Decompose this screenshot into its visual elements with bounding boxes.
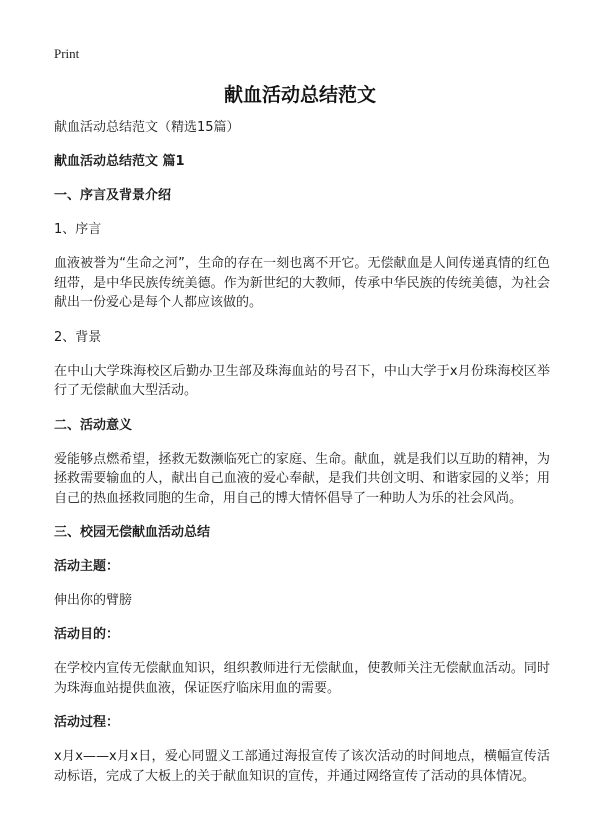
activity-theme-label: 活动主题： (54, 559, 120, 574)
document-body (54, 118, 550, 801)
activity-process-paragraph: x月x——x月x日，爱心同盟义工部通过海报宣传了该次活动的时间地点，横幅宣传活动标语，完成了大板上的关于献血知识的宣传，并通过网络宣传了活动的具体情况。 (54, 749, 550, 784)
section-heading-3: 三、校园无偿献血活动总结 (54, 525, 211, 540)
subsection-label-background: 2、背景 (54, 329, 102, 345)
subsection-label-preface: 1、序言 (54, 222, 102, 237)
print-link[interactable]: Print (54, 46, 80, 61)
section-heading-2: 二、活动意义 (54, 417, 133, 433)
preface-paragraph: 血液被誉为“生命之河”，生命的存在一刻也离不开它。无偿献血是人间传递真情的红色纽带，是中华民族传统美德。作为新世纪的大教师，传承中华民族的传统美德，为社会献出一份爱心是每个人都应该做的。 (54, 256, 550, 310)
section-heading-1: 一、序言及背景介绍 (54, 188, 172, 203)
activity-process-label: 活动过程： (54, 715, 120, 730)
activity-purpose-paragraph: 在学校内宣传无偿献血知识，组织教师进行无偿献血，使教师关注无偿献血活动。同时为珠海血站提供血液，保证医疗临床用血的需要。 (54, 661, 550, 696)
activity-theme-text: 伸出你的臂膀 (54, 593, 133, 608)
significance-paragraph: 爱能够点燃希望，拯救无数濒临死亡的家庭、生命。献血，就是我们以互助的精神，为拯救需要输血的人，献出自己血液的爱心奉献，是我们共创文明、和谐家园的义举；用自己的热血拯救同胞的生命，用自己的博大情怀倡导了一种助人为乐的社会风尚。 (54, 451, 550, 506)
background-paragraph: 在中山大学珠海校区后勤办卫生部及珠海血站的号召下，中山大学于x月份珠海校区举行了无偿献血大型活动。 (54, 363, 550, 398)
activity-purpose-label: 活动目的： (54, 627, 120, 642)
page-title: 献血活动总结范文 (223, 84, 376, 106)
document-subtitle: 献血活动总结范文（精选15篇） (54, 120, 240, 135)
article-heading: 献血活动总结范文 篇1 (54, 154, 185, 169)
